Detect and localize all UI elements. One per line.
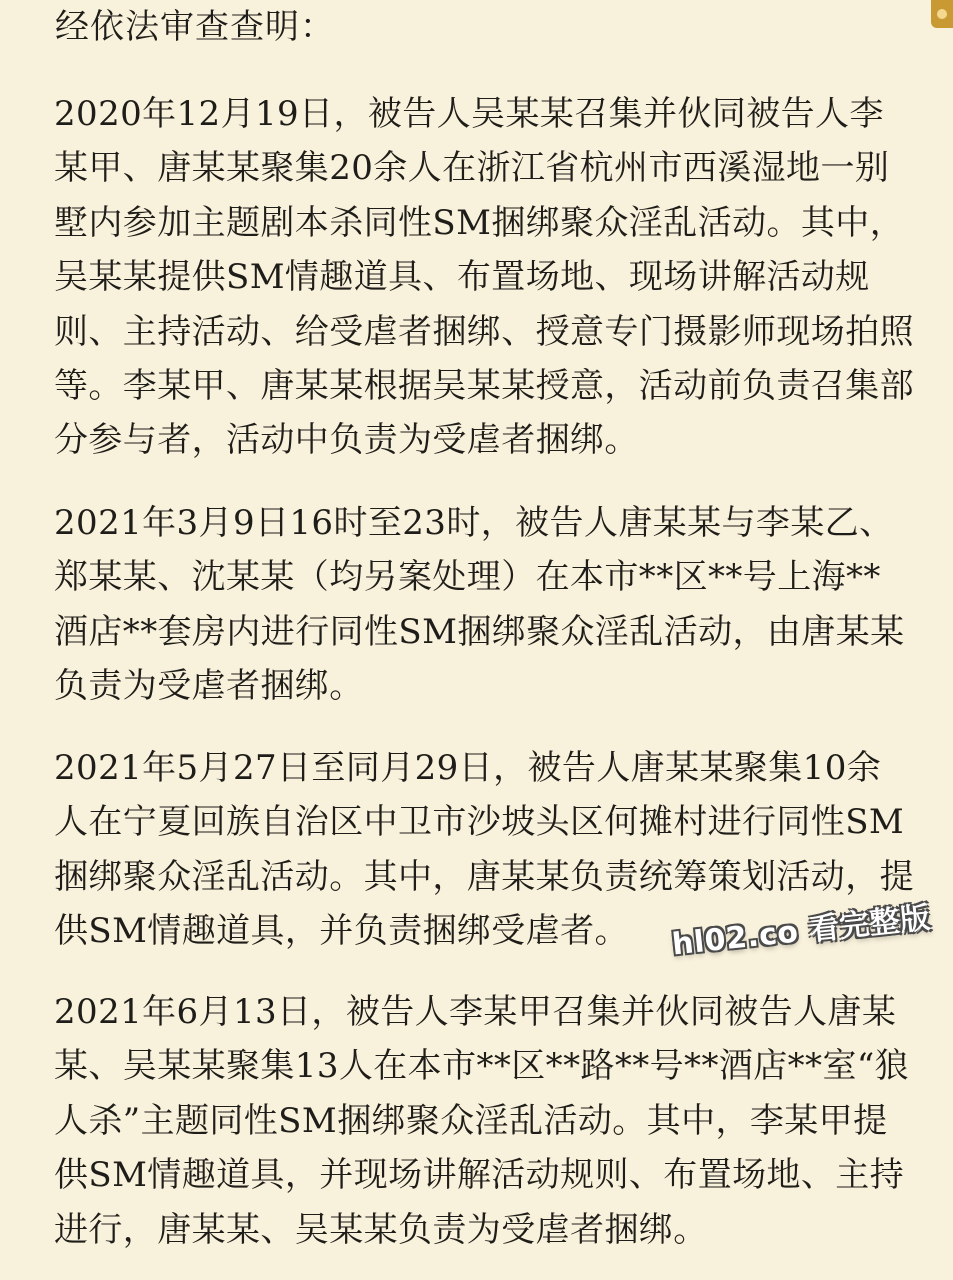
corner-badge-icon (931, 0, 953, 28)
paragraph-4: 2021年6月13日，被告人李某甲召集并伙同被告人唐某某、吴某某聚集13人在本市**区**路**号**酒店**室“狼人杀”主题同性SM捆绑聚众淫乱活动。其中，李某甲提供SM情趣道具，并现场讲解活动规则、布置场地、主持进行，唐某某、吴某某负责为受虐者捆绑。 (54, 992, 910, 1250)
corner-badge-dot (937, 9, 947, 19)
watermark: hl02.co 看完整版 (670, 900, 933, 963)
paragraph-2: 2021年3月9日16时至23时，被告人唐某某与李某乙、郑某某、沈某某（均另案处理）在本市**区**号上海**酒店**套房内进行同性SM捆绑聚众淫乱活动，由唐某某负责为受虐者捆绑。 (54, 503, 905, 707)
paragraph-3: 2021年5月27日至同月29日，被告人唐某某聚集10余人在宁夏回族自治区中卫市沙坡头区何摊村进行同性SM捆绑聚众淫乱活动。其中，唐某某负责统筹策划活动，提供SM情趣道具，并负责捆绑受虐者。 (54, 748, 914, 952)
intro-line: 经依法审查查明： (55, 7, 335, 47)
paragraph-1: 2020年12月19日，被告人吴某某召集并伙同被告人李某甲、唐某某聚集20余人在浙江省杭州市西溪湿地一别墅内参加主题剧本杀同性SM捆绑聚众淫乱活动。其中，吴某某提供SM情趣道具、布置场地、现场讲解活动规则、主持活动、给受虐者捆绑、授意专门摄影师现场拍照等。李某甲、唐某某根据吴某某授意，活动前负责召集部分参与者，活动中负责为受虐者捆绑。 (54, 94, 914, 461)
